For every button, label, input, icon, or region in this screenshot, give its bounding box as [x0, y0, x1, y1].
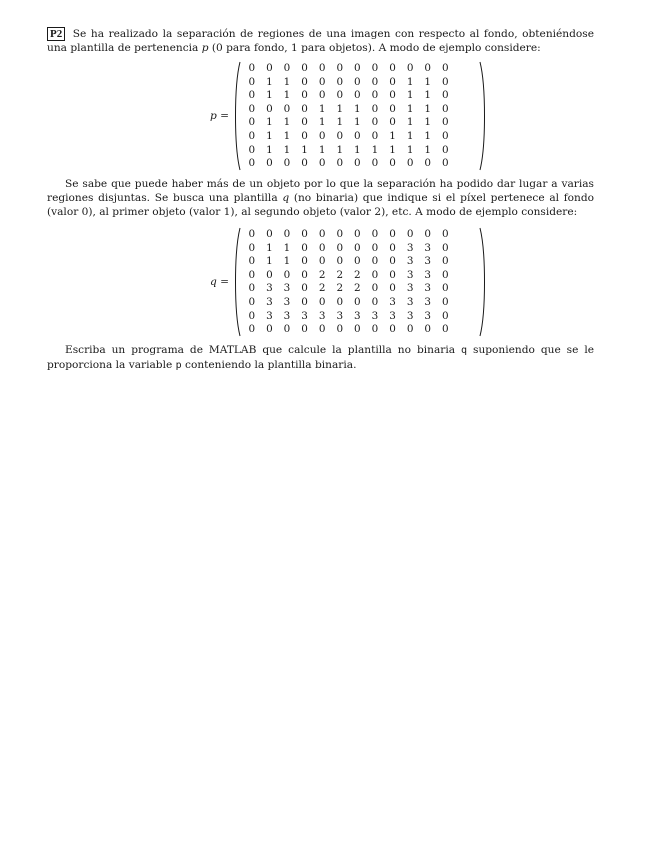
p-matrix-cell: 0: [301, 75, 308, 88]
p-matrix-cell: 0: [248, 89, 256, 102]
p-matrix-cell: 0: [424, 62, 432, 74]
p-matrix-cell: 0: [371, 62, 379, 74]
q-matrix-cell: 0: [301, 295, 308, 308]
p-matrix-cell: 0: [424, 157, 432, 170]
p-matrix-cell: 0: [248, 143, 256, 156]
p-matrix-cell: 0: [248, 129, 256, 142]
p-matrix-row: [243, 130, 473, 144]
q-matrix-cell: 3: [424, 255, 432, 268]
q-matrix-row: [243, 269, 473, 283]
p-matrix-cell: 1: [266, 129, 273, 142]
q-matrix-cell: 0: [442, 255, 449, 268]
p-matrix-cell: 1: [406, 143, 414, 156]
q-matrix-cell: 0: [301, 255, 308, 268]
q-matrix-cell: 3: [354, 309, 361, 322]
p-matrix-cell: 0: [318, 89, 326, 102]
q-matrix-cell: 0: [266, 268, 273, 281]
p-matrix-cell: 0: [266, 102, 273, 115]
p-matrix-cell: 0: [354, 62, 361, 74]
p-matrix-cell: 0: [442, 129, 449, 142]
p-matrix-cell: 0: [389, 102, 396, 115]
p-matrix-cell: 0: [389, 89, 396, 102]
q-matrix-cell: 0: [442, 228, 449, 240]
p-matrix-cell: 0: [442, 157, 449, 170]
q-matrix-cell: 0: [371, 241, 379, 254]
p-matrix-cell: 0: [389, 75, 396, 88]
q-matrix-cell: 3: [424, 282, 432, 295]
p-matrix-cell: 1: [406, 75, 414, 88]
p-matrix-row: [243, 116, 473, 130]
q-matrix-cell: 0: [248, 241, 256, 254]
task-text-3: conteniendo la plantilla binaria.: [185, 359, 357, 371]
q-matrix-cell: 0: [248, 255, 256, 268]
p-matrix-cell: 1: [389, 129, 396, 142]
q-matrix-cell: 3: [266, 309, 273, 322]
q-matrix-cell: 0: [301, 228, 308, 240]
p-matrix-cell: 0: [442, 89, 449, 102]
q-matrix-cell: 0: [336, 295, 344, 308]
p-matrix-cell: 0: [336, 75, 344, 88]
intro-var-p: p: [201, 42, 209, 54]
p-matrix-cell: 1: [354, 143, 361, 156]
p-matrix-cell: 0: [442, 116, 449, 129]
q-matrix-cell: 0: [301, 323, 308, 336]
p-matrix-cell: 0: [283, 157, 291, 170]
p-matrix-cell: 0: [318, 129, 326, 142]
q-matrix-cell: 0: [301, 268, 308, 281]
q-matrix-cell: 3: [406, 255, 414, 268]
q-matrix-cell: 0: [406, 323, 414, 336]
q-matrix-cell: 3: [283, 282, 291, 295]
problem-page: [47, 27, 594, 373]
q-matrix-cell: 3: [283, 295, 291, 308]
q-matrix-cell: 2: [354, 268, 361, 281]
q-matrix-cell: 0: [283, 323, 291, 336]
q-matrix-cell: 0: [336, 228, 344, 240]
intro-text-2: (0 para fondo, 1 para objetos). A modo de ejemplo considere:: [211, 42, 541, 54]
q-matrix-cell: 1: [266, 255, 273, 268]
q-matrix-cell: 3: [283, 309, 291, 322]
q-matrix-cell: 0: [318, 228, 326, 240]
q-matrix-cell: 0: [406, 228, 414, 240]
task-code-q: q: [461, 345, 468, 356]
p-matrix-cell: 1: [354, 102, 361, 115]
q-matrix-cell: 2: [336, 282, 344, 295]
p-matrix-cell: 1: [424, 89, 432, 102]
p-matrix-grid: [243, 62, 473, 171]
q-matrix-cell: 0: [354, 228, 361, 240]
q-matrix-cell: 0: [248, 228, 256, 240]
q-matrix-cell: 0: [371, 295, 379, 308]
problem-intro: [47, 27, 594, 55]
p-matrix-cell: 0: [248, 157, 256, 170]
q-matrix-cell: 0: [371, 282, 379, 295]
p-matrix-cell: 1: [266, 89, 273, 102]
p-matrix-cell: 0: [301, 116, 308, 129]
task-text-1: Escriba un programa de MATLAB que calcule la plantilla no binaria: [65, 344, 456, 356]
p-left-paren: [232, 61, 242, 171]
p-matrix-cell: 0: [336, 89, 344, 102]
p-matrix-cell: 1: [371, 143, 379, 156]
p-matrix-cell: 0: [442, 62, 449, 74]
p-matrix-cell: 0: [354, 157, 361, 170]
p-matrix-cell: 1: [336, 116, 344, 129]
q-matrix-cell: 3: [301, 309, 308, 322]
p-matrix-cell: 1: [424, 143, 432, 156]
p-matrix-row: [243, 144, 473, 158]
q-matrix-cell: 0: [389, 282, 396, 295]
p-matrix-row: [243, 157, 473, 171]
q-matrix-row: [243, 323, 473, 337]
q-matrix-row: [243, 255, 473, 269]
p-matrix-cell: 0: [301, 129, 308, 142]
q-matrix-cell: 2: [318, 268, 326, 281]
p-matrix-cell: 0: [248, 62, 256, 74]
q-matrix-cell: 0: [424, 323, 432, 336]
task-text-2: suponiendo que se le proporciona la variable: [47, 344, 594, 371]
q-matrix-cell: 0: [248, 323, 256, 336]
p-matrix-cell: 0: [266, 62, 273, 74]
p-matrix-cell: 0: [283, 62, 291, 74]
q-right-paren: [478, 227, 488, 337]
p-matrix-cell: 0: [354, 75, 361, 88]
q-matrix-cell: 3: [406, 309, 414, 322]
q-matrix-cell: 2: [318, 282, 326, 295]
p-matrix-cell: 1: [424, 102, 432, 115]
q-matrix-cell: 2: [336, 268, 344, 281]
q-matrix-cell: 0: [389, 241, 396, 254]
q-matrix-cell: 0: [442, 268, 449, 281]
q-matrix-cell: 0: [318, 255, 326, 268]
q-matrix-cell: 3: [406, 241, 414, 254]
q-matrix-cell: 0: [318, 295, 326, 308]
q-matrix-cell: 0: [248, 295, 256, 308]
q-matrix-row: [243, 296, 473, 310]
q-matrix-cell: 0: [248, 268, 256, 281]
q-matrix-cell: 0: [424, 228, 432, 240]
q-matrix-cell: 0: [266, 228, 273, 240]
p-matrix-cell: 1: [283, 116, 291, 129]
q-matrix-cell: 3: [424, 241, 432, 254]
q-matrix-cell: 1: [283, 241, 291, 254]
q-matrix-cell: 0: [336, 241, 344, 254]
q-matrix-cell: 0: [354, 241, 361, 254]
p-matrix-cell: 0: [336, 129, 344, 142]
q-matrix-row: [243, 310, 473, 324]
p-matrix-block: [47, 59, 594, 175]
q-matrix-cell: 0: [354, 323, 361, 336]
q-matrix-cell: 0: [248, 309, 256, 322]
q-matrix-cell: 0: [442, 295, 449, 308]
p-matrix-cell: 0: [301, 157, 308, 170]
q-matrix-cell: 0: [442, 282, 449, 295]
q-matrix-label: q =: [209, 276, 229, 288]
q-matrix-cell: 3: [371, 309, 379, 322]
q-matrix-cell: 3: [424, 309, 432, 322]
q-matrix-cell: 0: [336, 323, 344, 336]
p-matrix-cell: 0: [318, 75, 326, 88]
q-matrix-cell: 2: [354, 282, 361, 295]
p-matrix-cell: 1: [266, 116, 273, 129]
q-matrix-cell: 0: [389, 268, 396, 281]
p-matrix-cell: 1: [283, 89, 291, 102]
p-matrix-cell: 1: [406, 116, 414, 129]
p-matrix-cell: 1: [406, 129, 414, 142]
q-matrix-cell: 0: [389, 255, 396, 268]
p-matrix-cell: 1: [406, 89, 414, 102]
p-matrix-cell: 1: [318, 116, 326, 129]
q-matrix-cell: 3: [266, 295, 273, 308]
p-matrix-cell: 0: [283, 102, 291, 115]
problem-label: P2: [47, 27, 65, 41]
p-matrix-cell: 1: [336, 143, 344, 156]
problem-middle: [47, 177, 594, 219]
p-matrix-row: [243, 62, 473, 76]
q-matrix-cell: 0: [389, 228, 396, 240]
middle-text-1: Se sabe que puede haber más de un objeto por lo que la separación ha podido dar lugar a varias regiones disjuntas. Se busca una plantilla: [47, 178, 594, 204]
p-matrix-cell: 1: [283, 75, 291, 88]
p-matrix-cell: 0: [248, 102, 256, 115]
p-matrix-cell: 0: [406, 157, 414, 170]
middle-var-q: q: [282, 192, 290, 204]
q-matrix-row: [243, 282, 473, 296]
p-matrix-label: p =: [209, 110, 229, 122]
q-matrix-cell: 3: [406, 268, 414, 281]
p-matrix-cell: 0: [301, 102, 308, 115]
p-matrix-cell: 1: [266, 143, 273, 156]
p-matrix-cell: 0: [371, 89, 379, 102]
p-matrix-cell: 1: [301, 143, 308, 156]
p-matrix-row: [243, 76, 473, 90]
task-code-p: p: [175, 360, 182, 371]
q-matrix-cell: 0: [442, 309, 449, 322]
p-matrix-cell: 0: [371, 129, 379, 142]
q-matrix-cell: 0: [301, 282, 308, 295]
q-matrix-block: [47, 225, 594, 341]
p-matrix-cell: 0: [371, 157, 379, 170]
q-matrix-cell: 0: [266, 323, 273, 336]
p-matrix-cell: 1: [318, 102, 326, 115]
q-matrix-cell: 0: [301, 241, 308, 254]
p-right-paren: [478, 61, 488, 171]
q-matrix-cell: 1: [283, 255, 291, 268]
q-matrix-cell: 0: [336, 255, 344, 268]
p-matrix-cell: 1: [406, 102, 414, 115]
q-left-paren: [232, 227, 242, 337]
p-matrix-cell: 1: [283, 143, 291, 156]
p-matrix-cell: 1: [424, 75, 432, 88]
p-matrix-cell: 0: [354, 129, 361, 142]
q-matrix-cell: 0: [354, 255, 361, 268]
q-matrix-cell: 3: [318, 309, 326, 322]
p-matrix-cell: 0: [318, 62, 326, 74]
q-matrix-cell: 3: [424, 295, 432, 308]
q-matrix-cell: 0: [354, 295, 361, 308]
q-matrix-cell: 0: [442, 241, 449, 254]
p-matrix-cell: 0: [336, 62, 344, 74]
q-matrix-cell: 0: [371, 228, 379, 240]
p-matrix-cell: 1: [354, 116, 361, 129]
p-matrix-cell: 0: [371, 116, 379, 129]
p-matrix-cell: 1: [266, 75, 273, 88]
q-matrix-cell: 3: [389, 309, 396, 322]
p-matrix-cell: 0: [248, 116, 256, 129]
q-matrix-row: [243, 242, 473, 256]
q-matrix-cell: 3: [424, 268, 432, 281]
p-matrix-cell: 1: [283, 129, 291, 142]
p-matrix-row: [243, 103, 473, 117]
p-matrix-cell: 0: [301, 62, 308, 74]
p-matrix-cell: 0: [301, 89, 308, 102]
p-matrix-cell: 0: [442, 143, 449, 156]
p-matrix-row: [243, 89, 473, 103]
p-matrix-cell: 0: [389, 116, 396, 129]
q-matrix-cell: 0: [371, 255, 379, 268]
q-matrix-cell: 0: [248, 282, 256, 295]
p-matrix-cell: 0: [336, 157, 344, 170]
q-matrix-cell: 3: [336, 309, 344, 322]
p-matrix-cell: 0: [266, 157, 273, 170]
problem-task: [47, 343, 594, 373]
q-matrix-cell: 0: [371, 268, 379, 281]
q-matrix-cell: 3: [389, 295, 396, 308]
q-matrix-cell: 3: [406, 295, 414, 308]
p-matrix-cell: 0: [354, 89, 361, 102]
q-matrix-cell: 0: [318, 323, 326, 336]
p-matrix-cell: 0: [371, 75, 379, 88]
p-matrix-cell: 1: [389, 143, 396, 156]
p-matrix-cell: 0: [318, 157, 326, 170]
p-matrix-cell: 0: [389, 62, 396, 74]
p-matrix-cell: 1: [336, 102, 344, 115]
q-matrix-cell: 0: [283, 228, 291, 240]
p-matrix-cell: 0: [389, 157, 396, 170]
p-matrix-cell: 0: [442, 102, 449, 115]
p-matrix-cell: 0: [406, 62, 414, 74]
intro-text-1: Se ha realizado la separación de regiones de una imagen con respecto al fondo, obteniéndose una plantilla de pertenencia: [47, 28, 594, 54]
middle-text-2: (no binaria) que indique si el píxel pertenece al fondo (valor 0), al primer objeto (valor 1), al segundo objeto (valor 2), etc. A modo de ejemplo considere:: [47, 192, 594, 218]
p-matrix-cell: 0: [248, 75, 256, 88]
p-matrix-cell: 1: [424, 116, 432, 129]
q-matrix-cell: 1: [266, 241, 273, 254]
q-matrix-cell: 0: [371, 323, 379, 336]
q-matrix-cell: 0: [283, 268, 291, 281]
q-matrix-cell: 3: [266, 282, 273, 295]
q-matrix-row: [243, 228, 473, 242]
q-matrix-cell: 3: [406, 282, 414, 295]
p-matrix-cell: 1: [318, 143, 326, 156]
q-matrix-grid: [243, 228, 473, 337]
q-matrix-cell: 0: [442, 323, 449, 336]
q-matrix-cell: 0: [318, 241, 326, 254]
p-matrix-cell: 0: [442, 75, 449, 88]
p-matrix-cell: 1: [424, 129, 432, 142]
p-matrix-cell: 0: [371, 102, 379, 115]
q-matrix-cell: 0: [389, 323, 396, 336]
